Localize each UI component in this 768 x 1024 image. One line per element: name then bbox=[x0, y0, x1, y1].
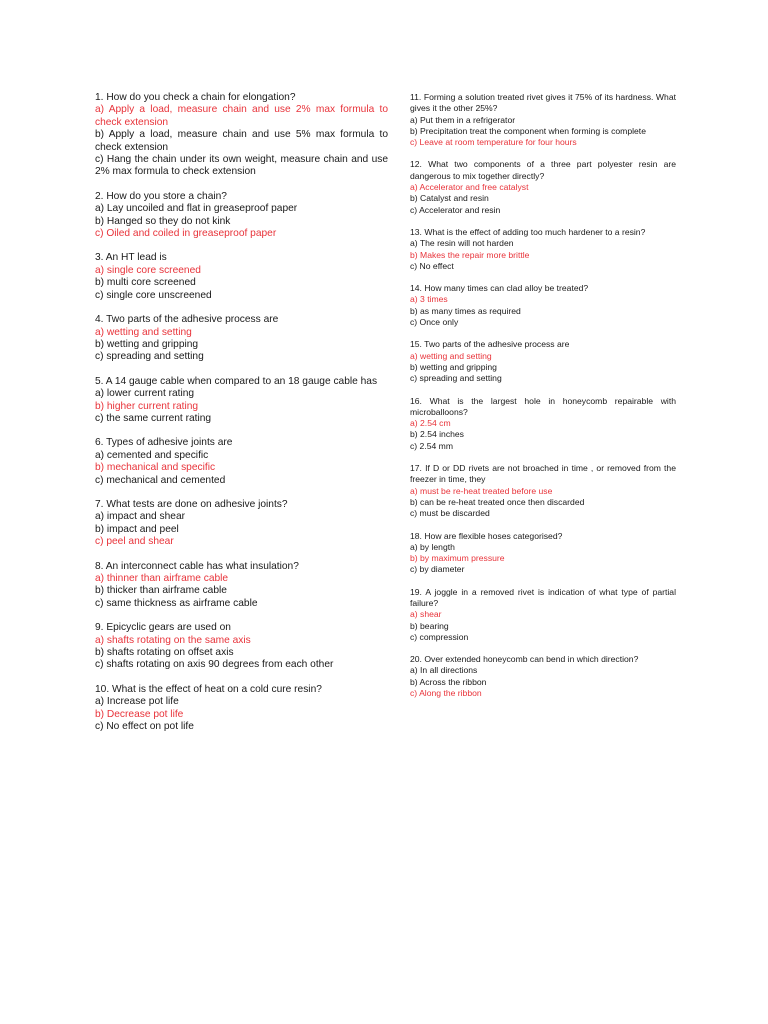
answer-option: c) the same current rating bbox=[95, 412, 212, 424]
question-block bbox=[95, 252, 388, 302]
answer-option: b) 2.54 inches bbox=[410, 429, 464, 440]
question-text: 2. How do you store a chain? bbox=[95, 190, 227, 202]
answer-option-correct: c) Oiled and coiled in greaseproof paper bbox=[95, 228, 277, 240]
answer-option: b) wetting and gripping bbox=[410, 361, 497, 372]
answer-option: b) Precipitation treat the component when forming is complete bbox=[410, 125, 646, 136]
question-text: 19. A joggle in a removed rivet is indication of what type of partial failure? bbox=[410, 586, 676, 608]
left-question-column bbox=[95, 92, 388, 745]
question-block bbox=[95, 622, 388, 672]
answer-option: c) No effect bbox=[410, 260, 454, 271]
question-text: 6. Types of adhesive joints are bbox=[95, 437, 233, 449]
answer-option: a) cemented and specific bbox=[95, 449, 209, 461]
question-block bbox=[410, 396, 676, 452]
right-question-column bbox=[410, 92, 676, 710]
answer-option-correct: b) by maximum pressure bbox=[410, 553, 505, 564]
question-text: 17. If D or DD rivets are not broached in time , or removed from the freezer in time, they bbox=[410, 463, 676, 485]
answer-option: b) shafts rotating on offset axis bbox=[95, 647, 234, 659]
answer-option: a) Put them in a refrigerator bbox=[410, 114, 516, 125]
question-block bbox=[95, 437, 388, 487]
answer-option-correct: a) single core screened bbox=[95, 264, 201, 276]
answer-option-correct: a) Apply a load, measure chain and use 2% max formula to check extension bbox=[95, 104, 388, 128]
answer-option-correct: a) shear bbox=[410, 609, 442, 620]
question-block bbox=[410, 587, 676, 643]
question-text: 12. What two components of a three part polyester resin are dangerous to mix together directly? bbox=[410, 159, 676, 181]
answer-option-correct: a) Accelerator and free catalyst bbox=[410, 182, 529, 193]
question-text: 14. How many times can clad alloy be treated? bbox=[410, 283, 589, 294]
answer-option-correct: b) higher current rating bbox=[95, 400, 199, 412]
question-text: 1. How do you check a chain for elongation? bbox=[95, 92, 296, 103]
answer-option-correct: c) Along the ribbon bbox=[410, 688, 482, 699]
answer-option-correct: b) mechanical and specific bbox=[95, 462, 216, 474]
answer-option-correct: a) must be re-heat treated before use bbox=[410, 485, 553, 496]
answer-option: b) bearing bbox=[410, 620, 449, 631]
question-block bbox=[95, 92, 388, 179]
answer-option: a) lower current rating bbox=[95, 388, 195, 400]
answer-option-correct: c) Leave at room temperature for four hours bbox=[410, 137, 577, 148]
answer-option: b) Apply a load, measure chain and use 5% max formula to check extension bbox=[95, 129, 388, 153]
question-block bbox=[410, 283, 676, 328]
answer-option: b) thicker than airframe cable bbox=[95, 585, 227, 597]
answer-option: c) compression bbox=[410, 631, 469, 642]
question-text: 15. Two parts of the adhesive process are bbox=[410, 339, 570, 350]
answer-option: a) The resin will not harden bbox=[410, 238, 514, 249]
question-block bbox=[410, 159, 676, 215]
answer-option: c) Accelerator and resin bbox=[410, 204, 501, 215]
answer-option-correct: a) wetting and setting bbox=[410, 350, 492, 361]
answer-option: b) impact and peel bbox=[95, 523, 179, 535]
question-block bbox=[410, 531, 676, 576]
question-text: 8. An interconnect cable has what insulation? bbox=[95, 560, 299, 572]
answer-option: b) can be re-heat treated once then discarded bbox=[410, 496, 585, 507]
answer-option: c) spreading and setting bbox=[95, 351, 204, 363]
question-block bbox=[95, 561, 388, 611]
question-text: 5. A 14 gauge cable when compared to an 18 gauge cable has bbox=[95, 375, 378, 387]
answer-option-correct: b) Decrease pot life bbox=[95, 708, 184, 720]
question-block bbox=[410, 92, 676, 148]
question-block bbox=[95, 684, 388, 734]
answer-option: b) multi core screened bbox=[95, 277, 196, 289]
answer-option-correct: b) Makes the repair more brittle bbox=[410, 249, 530, 260]
question-block bbox=[95, 191, 388, 241]
question-block bbox=[95, 499, 388, 549]
answer-option: c) Hang the chain under its own weight, measure chain and use 2% max formula to check extension bbox=[95, 154, 388, 178]
question-block bbox=[410, 227, 676, 272]
answer-option: b) Hanged so they do not kink bbox=[95, 215, 231, 227]
answer-option: c) No effect on pot life bbox=[95, 721, 194, 733]
question-text: 3. An HT lead is bbox=[95, 252, 167, 264]
answer-option: c) shafts rotating on axis 90 degrees from each other bbox=[95, 659, 334, 671]
answer-option: b) Across the ribbon bbox=[410, 676, 487, 687]
answer-option: a) by length bbox=[410, 541, 455, 552]
question-block bbox=[410, 654, 676, 699]
answer-option: c) spreading and setting bbox=[410, 373, 502, 384]
answer-option: c) 2.54 mm bbox=[410, 440, 453, 451]
question-block bbox=[410, 339, 676, 384]
answer-option-correct: a) 2.54 cm bbox=[410, 418, 451, 429]
answer-option-correct: c) peel and shear bbox=[95, 536, 174, 548]
answer-option: c) must be discarded bbox=[410, 508, 490, 519]
answer-option: a) Lay uncoiled and flat in greaseproof paper bbox=[95, 203, 298, 215]
answer-option-correct: a) wetting and setting bbox=[95, 326, 192, 338]
question-text: 10. What is the effect of heat on a cold cure resin? bbox=[95, 683, 322, 695]
answer-option: c) by diameter bbox=[410, 564, 465, 575]
question-text: 20. Over extended honeycomb can bend in which direction? bbox=[410, 654, 639, 665]
answer-option-correct: a) thinner than airframe cable bbox=[95, 573, 229, 584]
answer-option: a) In all directions bbox=[410, 665, 478, 676]
answer-option: b) Catalyst and resin bbox=[410, 193, 489, 204]
answer-option: a) Increase pot life bbox=[95, 696, 179, 708]
question-text: 7. What tests are done on adhesive joints? bbox=[95, 498, 288, 510]
answer-option: b) as many times as required bbox=[410, 305, 521, 316]
question-block bbox=[95, 376, 388, 426]
question-text: 4. Two parts of the adhesive process are bbox=[95, 314, 279, 326]
question-text: 13. What is the effect of adding too much hardener to a resin? bbox=[410, 226, 646, 237]
answer-option-correct: a) shafts rotating on the same axis bbox=[95, 634, 251, 646]
question-text: 11. Forming a solution treated rivet gives it 75% of its hardness. What gives it the other 25%? bbox=[410, 92, 676, 114]
answer-option: c) Once only bbox=[410, 317, 459, 328]
answer-option-correct: a) 3 times bbox=[410, 294, 448, 305]
question-text: 16. What is the largest hole in honeycomb repairable with microballoons? bbox=[410, 395, 676, 417]
answer-option: a) impact and shear bbox=[95, 511, 186, 523]
answer-option: c) single core unscreened bbox=[95, 289, 212, 301]
question-text: 9. Epicyclic gears are used on bbox=[95, 622, 231, 634]
answer-option: c) mechanical and cemented bbox=[95, 474, 226, 486]
question-block bbox=[95, 314, 388, 364]
question-text: 18. How are flexible hoses categorised? bbox=[410, 530, 563, 541]
answer-option: c) same thickness as airframe cable bbox=[95, 597, 258, 609]
answer-option: b) wetting and gripping bbox=[95, 338, 199, 350]
question-block bbox=[410, 463, 676, 519]
